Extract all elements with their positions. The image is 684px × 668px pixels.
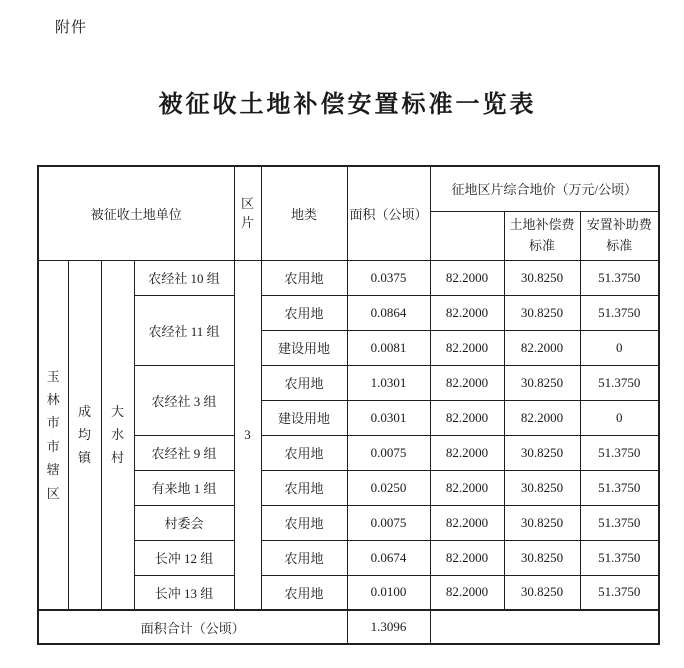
land-comp-cell: 30.8250	[504, 575, 580, 610]
land-comp-cell: 82.2000	[504, 330, 580, 365]
land-comp-cell: 30.8250	[504, 540, 580, 575]
header-land-type: 地类	[261, 166, 347, 260]
land-comp-cell: 30.8250	[504, 505, 580, 540]
land-type-cell: 农用地	[261, 575, 347, 610]
resettlement-cell: 51.3750	[580, 435, 659, 470]
price-cell: 82.2000	[430, 470, 504, 505]
region-village-cell	[101, 260, 134, 610]
header-land-comp-fee: 土地补偿费标准	[504, 211, 580, 260]
group-name-cell: 长冲 12 组	[134, 540, 234, 575]
resettlement-cell: 51.3750	[580, 505, 659, 540]
resettlement-cell: 51.3750	[580, 260, 659, 295]
resettlement-cell: 51.3750	[580, 470, 659, 505]
area-cell: 0.0100	[347, 575, 430, 610]
resettlement-cell: 51.3750	[580, 575, 659, 610]
header-price-sub-empty	[430, 211, 504, 260]
price-cell: 82.2000	[430, 365, 504, 400]
land-type-cell: 农用地	[261, 260, 347, 295]
area-cell: 0.0674	[347, 540, 430, 575]
price-cell: 82.2000	[430, 330, 504, 365]
total-empty-cell	[430, 610, 659, 644]
resettlement-cell: 0	[580, 330, 659, 365]
region-village: 大水村	[110, 403, 124, 466]
group-name-cell: 农经社 10 组	[134, 260, 234, 295]
land-type-cell: 农用地	[261, 295, 347, 330]
region-town-cell	[68, 260, 101, 610]
price-cell: 82.2000	[430, 400, 504, 435]
group-name-cell: 有来地 1 组	[134, 470, 234, 505]
area-cell: 0.0301	[347, 400, 430, 435]
page-title: 被征收土地补偿安置标准一览表	[158, 92, 537, 118]
attachment-label: 附件	[55, 20, 88, 36]
total-area-cell: 1.3096	[347, 610, 430, 644]
land-comp-cell: 30.8250	[504, 470, 580, 505]
group-name-cell: 农经社 3 组	[134, 365, 234, 435]
land-type-cell: 建设用地	[261, 330, 347, 365]
price-cell: 82.2000	[430, 260, 504, 295]
land-comp-cell: 30.8250	[504, 295, 580, 330]
compensation-table	[37, 165, 660, 645]
region-town: 成均镇	[77, 403, 91, 466]
resettlement-cell: 0	[580, 400, 659, 435]
land-comp-cell: 30.8250	[504, 260, 580, 295]
header-area: 面积（公顷）	[347, 166, 430, 260]
header-row-1	[38, 166, 659, 211]
price-cell: 82.2000	[430, 435, 504, 470]
header-district-text: 区片	[241, 195, 255, 231]
area-cell: 0.0375	[347, 260, 430, 295]
header-unit: 被征收土地单位	[38, 166, 234, 260]
price-cell: 82.2000	[430, 575, 504, 610]
price-cell: 82.2000	[430, 295, 504, 330]
header-price-group: 征地区片综合地价（万元/公顷）	[430, 166, 659, 211]
land-comp-cell: 82.2000	[504, 400, 580, 435]
land-type-cell: 农用地	[261, 470, 347, 505]
land-type-cell: 农用地	[261, 540, 347, 575]
header-resettlement-fee: 安置补助费标准	[580, 211, 659, 260]
land-type-cell: 建设用地	[261, 400, 347, 435]
land-comp-cell: 30.8250	[504, 365, 580, 400]
total-row	[38, 610, 659, 644]
resettlement-cell: 51.3750	[580, 365, 659, 400]
area-cell: 1.0301	[347, 365, 430, 400]
total-label-cell: 面积合计（公顷）	[38, 610, 347, 644]
group-name-cell: 农经社 9 组	[134, 435, 234, 470]
land-type-cell: 农用地	[261, 505, 347, 540]
price-cell: 82.2000	[430, 540, 504, 575]
region-city: 玉林市市辖区	[46, 368, 60, 501]
area-cell: 0.0075	[347, 435, 430, 470]
header-district	[234, 166, 261, 260]
table-row	[38, 260, 659, 295]
land-comp-cell: 30.8250	[504, 435, 580, 470]
area-cell: 0.0864	[347, 295, 430, 330]
group-name-cell: 农经社 11 组	[134, 295, 234, 365]
land-type-cell: 农用地	[261, 435, 347, 470]
region-city-cell	[38, 260, 68, 610]
group-name-cell: 长冲 13 组	[134, 575, 234, 610]
land-type-cell: 农用地	[261, 365, 347, 400]
price-cell: 82.2000	[430, 505, 504, 540]
area-cell: 0.0081	[347, 330, 430, 365]
area-cell: 0.0250	[347, 470, 430, 505]
group-name-cell: 村委会	[134, 505, 234, 540]
resettlement-cell: 51.3750	[580, 295, 659, 330]
area-cell: 0.0075	[347, 505, 430, 540]
district-number: 3	[234, 260, 261, 610]
resettlement-cell: 51.3750	[580, 540, 659, 575]
